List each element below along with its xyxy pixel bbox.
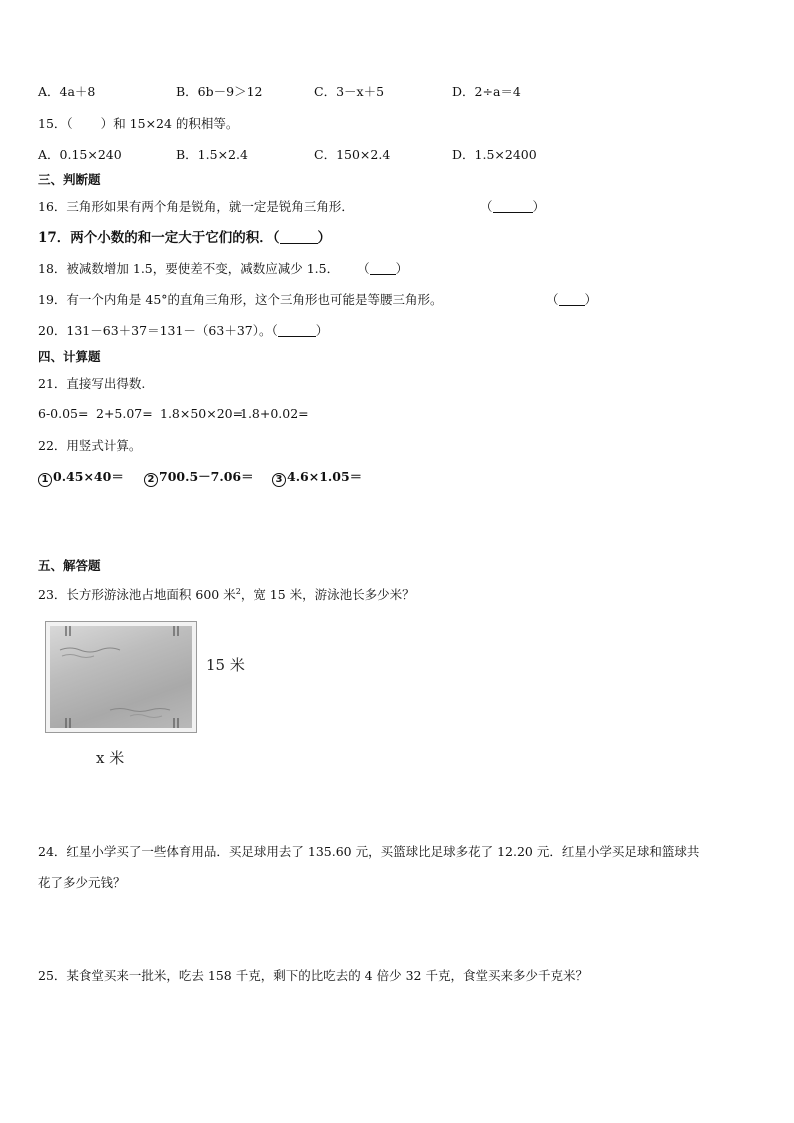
q22-item-1 — [38, 469, 124, 487]
q16-answer — [480, 199, 545, 215]
q18-answer-blank[interactable] — [370, 262, 396, 275]
question-25: 25．某食堂买来一批米，吃去 158 千克，剩下的比吃去的 4 倍少 32 千克，食堂买来多少千克米？ — [38, 968, 588, 983]
q15-text: 和 15×24 的积相等。 — [113, 116, 239, 131]
q18-close-paren: ） — [395, 261, 409, 276]
q22-item-2 — [144, 469, 254, 487]
question-18 — [38, 261, 408, 277]
question-17 — [38, 230, 331, 246]
q23-superscript: 2 — [235, 587, 241, 596]
q21-item-3: 1.8×50×20= — [160, 406, 244, 421]
question-24-line-1: 24．红星小学买了一些体育用品．买足球用去了 135.60 元，买篮球比足球多花了 12.20 元．红星小学买足球和篮球共 — [38, 844, 700, 859]
q17-text: 17．两个小数的和一定大于它们的积． — [38, 230, 273, 246]
q16-text: 16．三角形如果有两个角是锐角，就一定是锐角三角形． — [38, 199, 354, 214]
q23-text: 23．长方形游泳池占地面积 600 米 — [38, 587, 236, 603]
q20-text: 20．131－63＋37＝131－（63＋37）。 — [38, 323, 272, 338]
question-15 — [38, 116, 238, 132]
q21-item-4: 1.8+0.02= — [240, 406, 309, 421]
q19-text: 19．有一个内角是 45°的直角三角形，这个三角形也可能是等腰三角形。 — [38, 292, 443, 307]
q15-open-paren: （ — [66, 116, 73, 131]
pool-length-label: x 米 — [96, 749, 125, 767]
q16-close-paren: ） — [532, 199, 546, 214]
q21-item-2: 2+5.07= — [96, 406, 153, 421]
pool-lane-markings — [50, 626, 192, 728]
q16-open-paren: （ — [480, 199, 493, 214]
circled-number-2-icon: 2 — [144, 473, 158, 487]
pool-width-label: 15 米 — [206, 656, 245, 674]
section-heading-word-problems: 五、解答题 — [38, 558, 101, 573]
q17-answer-blank[interactable] — [280, 231, 318, 244]
q15-option-c: C．150×2.4 — [314, 147, 391, 162]
circled-number-3-icon: 3 — [272, 473, 286, 487]
q22-item-3 — [272, 469, 362, 487]
q20-close-paren: ） — [315, 323, 329, 338]
q23-text2: ，宽 15 米，游泳池长多少米？ — [240, 587, 415, 603]
q19-answer-blank[interactable] — [559, 293, 585, 306]
q14-option-a: A．4a＋8 — [38, 84, 96, 99]
question-19 — [38, 292, 443, 308]
q15-option-b: B．1.5×2.4 — [176, 147, 248, 162]
q22-item-3-expr: 4.6×1.05＝ — [287, 469, 363, 484]
question-24-line-2: 花了多少元钱？ — [38, 875, 126, 890]
circled-number-1-icon: 1 — [38, 473, 52, 487]
q15-option-d: D．1.5×2400 — [452, 147, 537, 162]
q20-answer-blank[interactable] — [278, 324, 316, 337]
question-16 — [38, 199, 354, 215]
q14-option-d: D．2÷a＝4 — [452, 84, 521, 99]
question-23 — [38, 584, 415, 603]
section-heading-calculation: 四、计算题 — [38, 349, 101, 364]
question-21: 21．直接写出得数. — [38, 376, 146, 391]
q14-option-c: C．3－x＋5 — [314, 84, 385, 99]
q19-answer — [546, 292, 597, 308]
question-20 — [38, 323, 328, 339]
q18-text: 18．被减数增加 1.5，要使差不变，减数应减少 1.5． — [38, 261, 340, 276]
q17-open-paren: （ — [272, 230, 280, 246]
section-heading-judgement: 三、判断题 — [38, 172, 101, 187]
q20-open-paren: （ — [271, 323, 278, 338]
q22-item-2-expr: 700.5－7.06＝ — [159, 469, 254, 484]
q15-option-a: A．0.15×240 — [38, 147, 122, 162]
question-22: 22．用竖式计算。 — [38, 438, 142, 453]
q15-number: 15． — [38, 116, 67, 131]
q16-answer-blank[interactable] — [493, 200, 533, 213]
q14-option-b: B．6b－9＞12 — [176, 84, 263, 99]
q19-open-paren: （ — [546, 292, 559, 307]
q18-open-paren: （ — [357, 261, 370, 276]
q17-close-paren: ） — [317, 230, 332, 246]
q22-item-1-expr: 0.45×40＝ — [53, 469, 124, 484]
q21-item-1: 6-0.05= — [38, 406, 89, 421]
q15-close-paren: ） — [100, 116, 114, 131]
swimming-pool-illustration — [46, 622, 196, 732]
q19-close-paren: ） — [584, 292, 598, 307]
